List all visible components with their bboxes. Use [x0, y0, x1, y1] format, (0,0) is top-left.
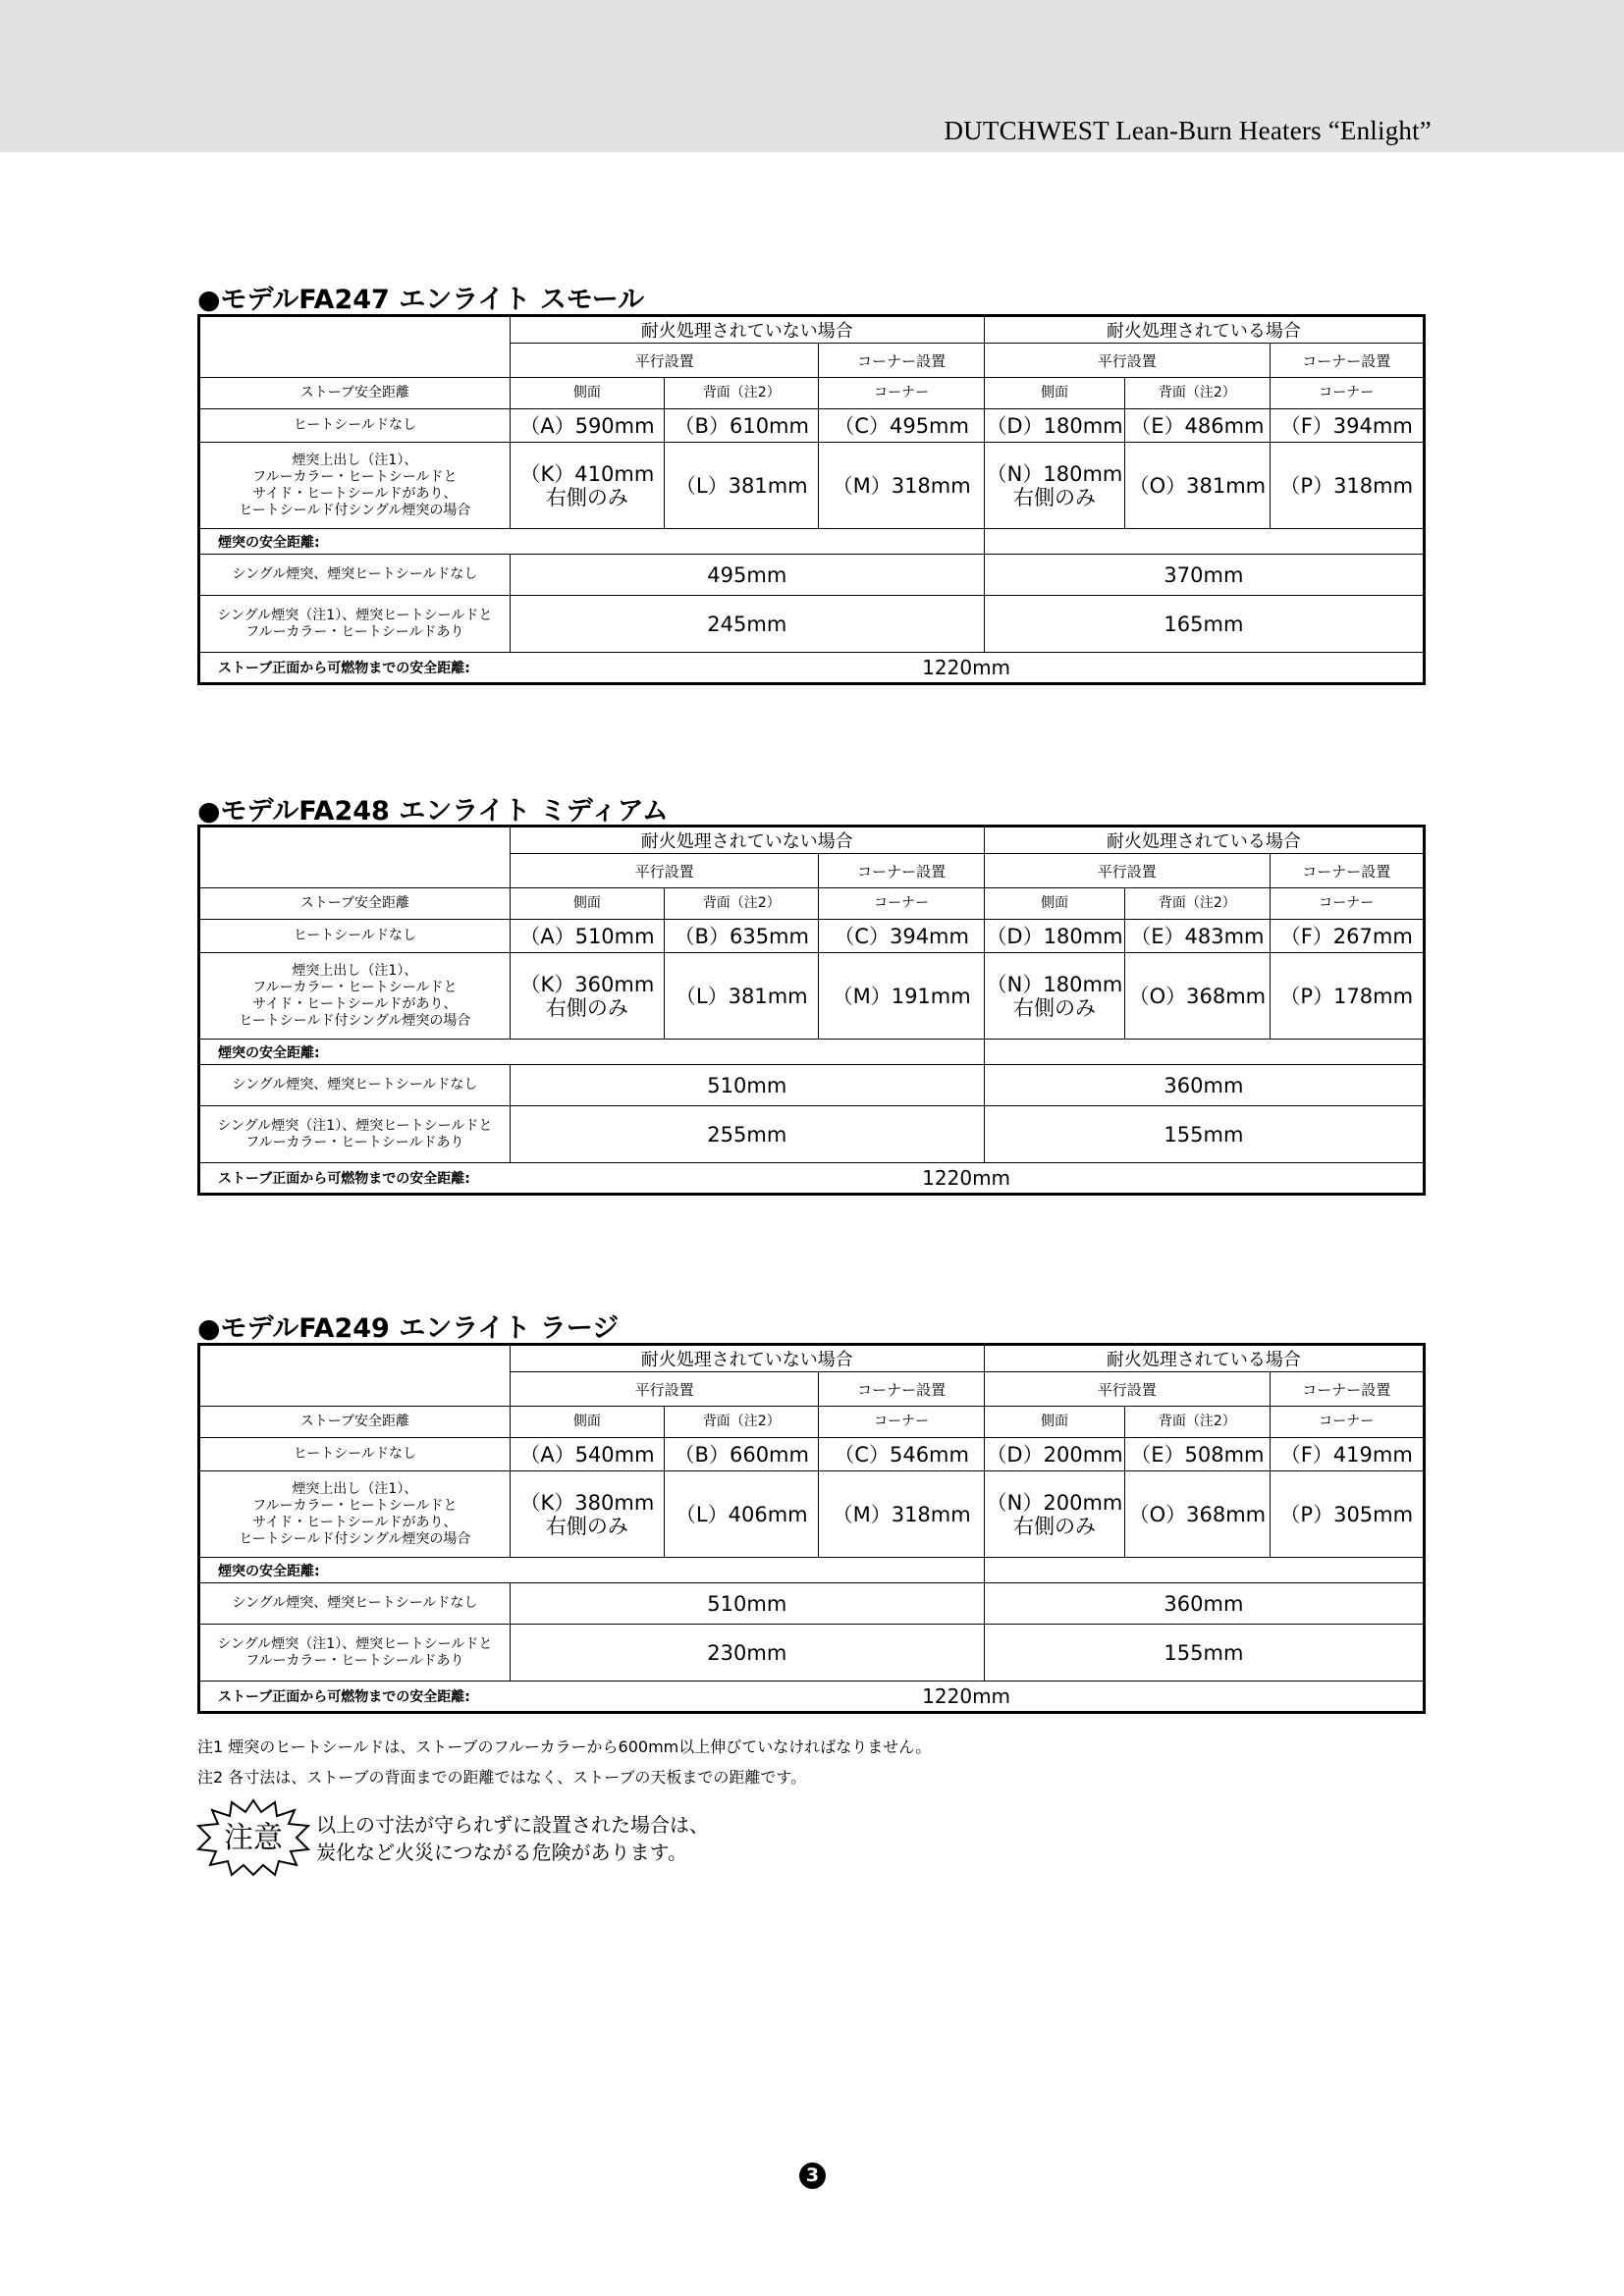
header-fireproof: 耐火処理されている場合 — [984, 827, 1424, 854]
value-single-shield: 155mm — [984, 1625, 1424, 1682]
value-with-shield-text: （K）380mm — [519, 1490, 655, 1515]
header-back: 背面（注2） — [1125, 888, 1270, 920]
value-with-shield-text: （P）305mm — [1279, 1502, 1414, 1526]
value-single-shield: 245mm — [510, 596, 984, 653]
model-title: ●モデルFA247 エンライト スモール — [197, 285, 645, 315]
value-with-shield — [984, 443, 1124, 529]
label-single-shield-line: シングル煙突（注1）、煙突ヒートシールドと — [217, 1117, 493, 1134]
value-single-no-shield: 510mm — [510, 1583, 984, 1625]
header-parallel: 平行設置 — [984, 854, 1270, 888]
value-single-shield: 165mm — [984, 596, 1424, 653]
label-single-shield-line: シングル煙突（注1）、煙突ヒートシールドと — [217, 1635, 493, 1652]
value-with-shield — [665, 443, 819, 529]
header-fireproof: 耐火処理されている場合 — [984, 1345, 1424, 1372]
label-shield-config-line: サイド・ヒートシールドがあり、 — [252, 1514, 458, 1530]
value-no-shield: （B）610mm — [665, 409, 819, 443]
header-back: 背面（注2） — [665, 378, 819, 409]
header-not-fireproof: 耐火処理されていない場合 — [510, 316, 984, 344]
header-fireproof: 耐火処理されている場合 — [984, 316, 1424, 344]
value-no-shield: （F）267mm — [1270, 920, 1424, 953]
value-single-no-shield: 360mm — [984, 1065, 1424, 1106]
notes — [197, 1732, 931, 1792]
label-shield-config-line: サイド・ヒートシールドがあり、 — [252, 485, 458, 502]
value-with-shield-text: （M）318mm — [832, 1502, 971, 1526]
value-no-shield: （C）495mm — [819, 409, 984, 443]
value-single-no-shield: 370mm — [984, 555, 1424, 596]
value-with-shield — [1125, 443, 1270, 529]
label-single-shield-line: フルーカラー・ヒートシールドあり — [245, 623, 464, 640]
value-with-shield — [510, 1471, 664, 1558]
header-back: 背面（注2） — [1125, 1407, 1270, 1438]
label-shield-config-line: ヒートシールド付シングル煙突の場合 — [239, 502, 471, 518]
header-title: DUTCHWEST Lean-Burn Heaters “Enlight” — [944, 116, 1432, 145]
value-with-shield — [1270, 443, 1424, 529]
value-with-shield — [1125, 1471, 1270, 1558]
value-with-shield-text: （K）410mm — [519, 461, 655, 486]
value-right-only: 右側のみ — [545, 995, 628, 1020]
label-chimney-clearance: 煙突の安全距離: — [199, 1040, 985, 1065]
value-with-shield — [665, 1471, 819, 1558]
header-parallel: 平行設置 — [510, 854, 819, 888]
value-with-shield-text: （P）178mm — [1279, 984, 1414, 1008]
header-parallel: 平行設置 — [984, 1372, 1270, 1407]
header-corner-install: コーナー設置 — [1270, 1372, 1424, 1407]
value-single-shield: 255mm — [510, 1106, 984, 1163]
caution-text — [316, 1811, 709, 1866]
value-with-shield-text: （L）381mm — [675, 473, 808, 498]
empty-cell — [984, 1040, 1424, 1065]
header-side: 側面 — [984, 378, 1124, 409]
value-with-shield — [1270, 1471, 1424, 1558]
label-front-clearance: ストーブ正面から可燃物までの安全距離: — [199, 1163, 511, 1195]
header-side: 側面 — [984, 888, 1124, 920]
value-with-shield-text: （K）360mm — [519, 972, 655, 996]
caution-line-1: 以上の寸法が守られずに設置された場合は、 — [316, 1813, 709, 1837]
value-no-shield: （E）486mm — [1125, 409, 1270, 443]
label-front-clearance: ストーブ正面から可燃物までの安全距離: — [199, 653, 511, 684]
header-side: 側面 — [510, 1407, 664, 1438]
value-no-shield: （A）590mm — [510, 409, 664, 443]
value-with-shield — [1125, 953, 1270, 1040]
header-corner-install: コーナー設置 — [819, 854, 984, 888]
label-single-no-shield: シングル煙突、煙突ヒートシールドなし — [199, 555, 511, 596]
value-single-shield: 155mm — [984, 1106, 1424, 1163]
value-no-shield: （D）200mm — [984, 1438, 1124, 1471]
value-no-shield: （C）546mm — [819, 1438, 984, 1471]
label-single-shield — [199, 596, 511, 653]
label-single-no-shield: シングル煙突、煙突ヒートシールドなし — [199, 1065, 511, 1106]
empty-cell — [984, 529, 1424, 555]
header-corner: コーナー — [819, 888, 984, 920]
value-with-shield-text: （M）318mm — [832, 473, 971, 498]
value-no-shield: （A）510mm — [510, 920, 664, 953]
value-with-shield-text: （O）381mm — [1128, 473, 1267, 498]
value-right-only: 右側のみ — [1013, 1514, 1097, 1538]
label-single-shield — [199, 1106, 511, 1163]
header-corner: コーナー — [1270, 378, 1424, 409]
value-single-no-shield: 495mm — [510, 555, 984, 596]
label-no-shield: ヒートシールドなし — [199, 1438, 511, 1471]
header-corner: コーナー — [1270, 1407, 1424, 1438]
label-stove-clearance: ストーブ安全距離 — [199, 1407, 511, 1438]
table-corner-cell — [199, 316, 511, 378]
header-corner-install: コーナー設置 — [1270, 344, 1424, 378]
value-single-shield: 230mm — [510, 1625, 984, 1682]
value-with-shield-text: （P）318mm — [1279, 473, 1414, 498]
value-no-shield: （E）508mm — [1125, 1438, 1270, 1471]
value-with-shield-text: （N）180mm — [986, 972, 1123, 996]
caution-burst-icon — [196, 1798, 310, 1877]
table-corner-cell — [199, 827, 511, 888]
label-shield-config-line: フルーカラー・ヒートシールドと — [252, 468, 458, 485]
value-with-shield — [510, 953, 664, 1040]
value-with-shield-text: （L）381mm — [675, 984, 808, 1008]
table-corner-cell — [199, 1345, 511, 1407]
label-shield-config-line: 煙突上出し（注1）、 — [292, 962, 418, 979]
header-corner: コーナー — [1270, 888, 1424, 920]
header-side: 側面 — [984, 1407, 1124, 1438]
header-back: 背面（注2） — [1125, 378, 1270, 409]
label-single-shield-line: フルーカラー・ヒートシールドあり — [245, 1652, 464, 1669]
clearance-table — [197, 314, 1426, 685]
header-back: 背面（注2） — [665, 888, 819, 920]
label-shield-config-line: フルーカラー・ヒートシールドと — [252, 979, 458, 995]
value-no-shield: （F）394mm — [1270, 409, 1424, 443]
value-no-shield: （D）180mm — [984, 409, 1124, 443]
value-with-shield-text: （N）180mm — [986, 461, 1123, 486]
header-corner-install: コーナー設置 — [1270, 854, 1424, 888]
label-shield-config-line: ヒートシールド付シングル煙突の場合 — [239, 1530, 471, 1547]
header-side: 側面 — [510, 378, 664, 409]
header-parallel: 平行設置 — [510, 1372, 819, 1407]
header-back: 背面（注2） — [665, 1407, 819, 1438]
label-single-shield-line: シングル煙突（注1）、煙突ヒートシールドと — [217, 607, 493, 623]
value-no-shield: （F）419mm — [1270, 1438, 1424, 1471]
value-with-shield — [819, 953, 984, 1040]
value-with-shield-text: （M）191mm — [832, 984, 971, 1008]
value-with-shield — [510, 443, 664, 529]
label-shield-config-line: ヒートシールド付シングル煙突の場合 — [239, 1012, 471, 1029]
value-no-shield: （A）540mm — [510, 1438, 664, 1471]
label-no-shield: ヒートシールドなし — [199, 920, 511, 953]
value-single-no-shield: 510mm — [510, 1065, 984, 1106]
value-no-shield: （B）660mm — [665, 1438, 819, 1471]
label-front-clearance: ストーブ正面から可燃物までの安全距離: — [199, 1682, 511, 1713]
header-not-fireproof: 耐火処理されていない場合 — [510, 827, 984, 854]
label-shield-config-line: 煙突上出し（注1）、 — [292, 452, 418, 468]
clearance-table — [197, 1343, 1426, 1714]
label-no-shield: ヒートシールドなし — [199, 409, 511, 443]
note-2: 注2 各寸法は、ストーブの背面までの距離ではなく、ストーブの天板までの距離です。 — [197, 1768, 807, 1787]
header-corner-install: コーナー設置 — [819, 1372, 984, 1407]
value-right-only: 右側のみ — [545, 485, 628, 509]
value-with-shield-text: （O）368mm — [1128, 984, 1267, 1008]
value-right-only: 右側のみ — [545, 1514, 628, 1538]
header-corner-install: コーナー設置 — [819, 344, 984, 378]
value-with-shield — [819, 443, 984, 529]
header-not-fireproof: 耐火処理されていない場合 — [510, 1345, 984, 1372]
label-chimney-clearance: 煙突の安全距離: — [199, 1558, 985, 1583]
model-title: ●モデルFA248 エンライト ミディアム — [197, 796, 669, 827]
caution-line-2: 炭化など火災につながる危険があります。 — [316, 1841, 687, 1864]
value-right-only: 右側のみ — [1013, 995, 1097, 1020]
value-with-shield-text: （O）368mm — [1128, 1502, 1267, 1526]
note-1: 注1 煙突のヒートシールドは、ストーブのフルーカラーから600mm以上伸びていなければなりません。 — [197, 1737, 932, 1756]
value-front-clearance: 1220mm — [510, 1163, 1424, 1195]
value-single-no-shield: 360mm — [984, 1583, 1424, 1625]
value-no-shield: （E）483mm — [1125, 920, 1270, 953]
value-right-only: 右側のみ — [1013, 485, 1097, 509]
value-no-shield: （C）394mm — [819, 920, 984, 953]
value-no-shield: （B）635mm — [665, 920, 819, 953]
value-with-shield — [1270, 953, 1424, 1040]
label-shield-config — [199, 1471, 511, 1558]
label-stove-clearance: ストーブ安全距離 — [199, 378, 511, 409]
label-shield-config-line: サイド・ヒートシールドがあり、 — [252, 995, 458, 1012]
value-front-clearance: 1220mm — [510, 1682, 1424, 1713]
value-with-shield — [984, 953, 1124, 1040]
header-corner: コーナー — [819, 378, 984, 409]
header-side: 側面 — [510, 888, 664, 920]
label-chimney-clearance: 煙突の安全距離: — [199, 529, 985, 555]
header-corner: コーナー — [819, 1407, 984, 1438]
caution-badge: 注意 — [224, 1821, 283, 1855]
header-parallel: 平行設置 — [984, 344, 1270, 378]
value-with-shield — [665, 953, 819, 1040]
header-parallel: 平行設置 — [510, 344, 819, 378]
label-shield-config — [199, 443, 511, 529]
clearance-table — [197, 825, 1426, 1196]
value-with-shield-text: （N）200mm — [986, 1490, 1123, 1515]
page-number: 3 — [799, 2163, 826, 2189]
label-shield-config — [199, 953, 511, 1040]
value-with-shield — [984, 1471, 1124, 1558]
model-title: ●モデルFA249 エンライト ラージ — [197, 1313, 620, 1344]
value-no-shield: （D）180mm — [984, 920, 1124, 953]
label-single-shield-line: フルーカラー・ヒートシールドあり — [245, 1134, 464, 1150]
empty-cell — [984, 1558, 1424, 1583]
value-front-clearance: 1220mm — [510, 653, 1424, 684]
label-stove-clearance: ストーブ安全距離 — [199, 888, 511, 920]
label-shield-config-line: 煙突上出し（注1）、 — [292, 1480, 418, 1497]
label-single-no-shield: シングル煙突、煙突ヒートシールドなし — [199, 1583, 511, 1625]
value-with-shield-text: （L）406mm — [675, 1502, 808, 1526]
label-single-shield — [199, 1625, 511, 1682]
value-with-shield — [819, 1471, 984, 1558]
label-shield-config-line: フルーカラー・ヒートシールドと — [252, 1497, 458, 1514]
